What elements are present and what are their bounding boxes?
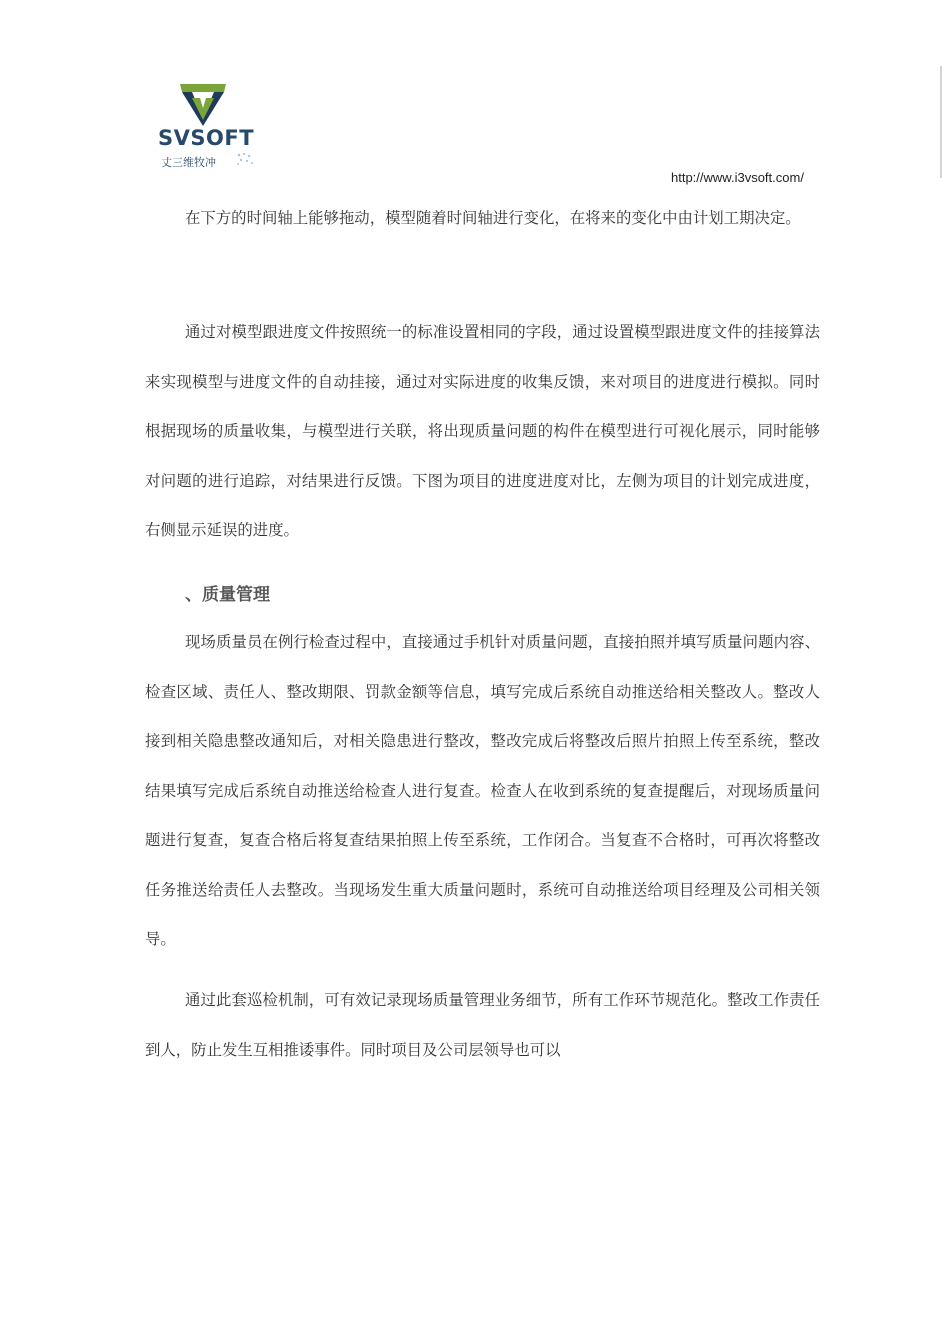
paragraph-inspection-mechanism: 通过此套巡检机制，可有效记录现场质量管理业务细节，所有工作环节规范化。整改工作责任到人，防止发生互相推诿事件。同时项目及公司层领导也可以 (145, 991, 820, 1059)
website-url[interactable]: http://www.i3vsoft.com/ (671, 170, 804, 185)
page-edge-rule (940, 66, 942, 178)
paragraph-quality-process: 现场质量员在例行检查过程中，直接通过手机针对质量问题，直接拍照并填写质量问题内容、检查区域、责任人、整改期限、罚款金额等信息，填写完成后系统自动推送给相关整改人。整改人接到相关隐患整改通知后，对相关隐患进行整改，整改完成后将整改后照片拍照上传至系统，整改结果填写完成后系统自动推送给检查人进行复查。检查人在收到系统的复查提醒后，对现场质量问题进行复查，复查合格后将复查结果拍照上传至系统，工作闭合。当复查不合格时，可再次将整改任务推送给责任人去整改。当现场发生重大质量问题时，系统可自动推送给项目经理及公司相关领导。 (145, 633, 820, 948)
shield-logo-icon (178, 78, 228, 128)
paragraph-progress: 通过对模型跟进度文件按照统一的标准设置相同的字段，通过设置模型跟进度文件的挂接算法来实现模型与进度文件的自动挂接，通过对实际进度的收集反馈，来对项目的进度进行模拟。同时根据现场的质量收集，与模型进行关联，将出现质量问题的构件在模型进行可视化展示，同时能够对问题的进行追踪，对结果进行反馈。下图为项目的进度进度对比，左侧为项目的计划完成进度，右侧显示延误的进度。 (145, 323, 820, 539)
company-logo (158, 78, 254, 170)
brand-subtitle: 丈三维牧冲 (161, 156, 216, 169)
paragraph-timeline: 在下方的时间轴上能够拖动，模型随着时间轴进行变化，在将来的变化中由计划工期决定。 (185, 209, 801, 227)
section-heading-quality: 、质量管理 (185, 585, 270, 605)
decorative-dots-icon (236, 152, 254, 166)
brand-name: SVSOFT (158, 126, 255, 150)
